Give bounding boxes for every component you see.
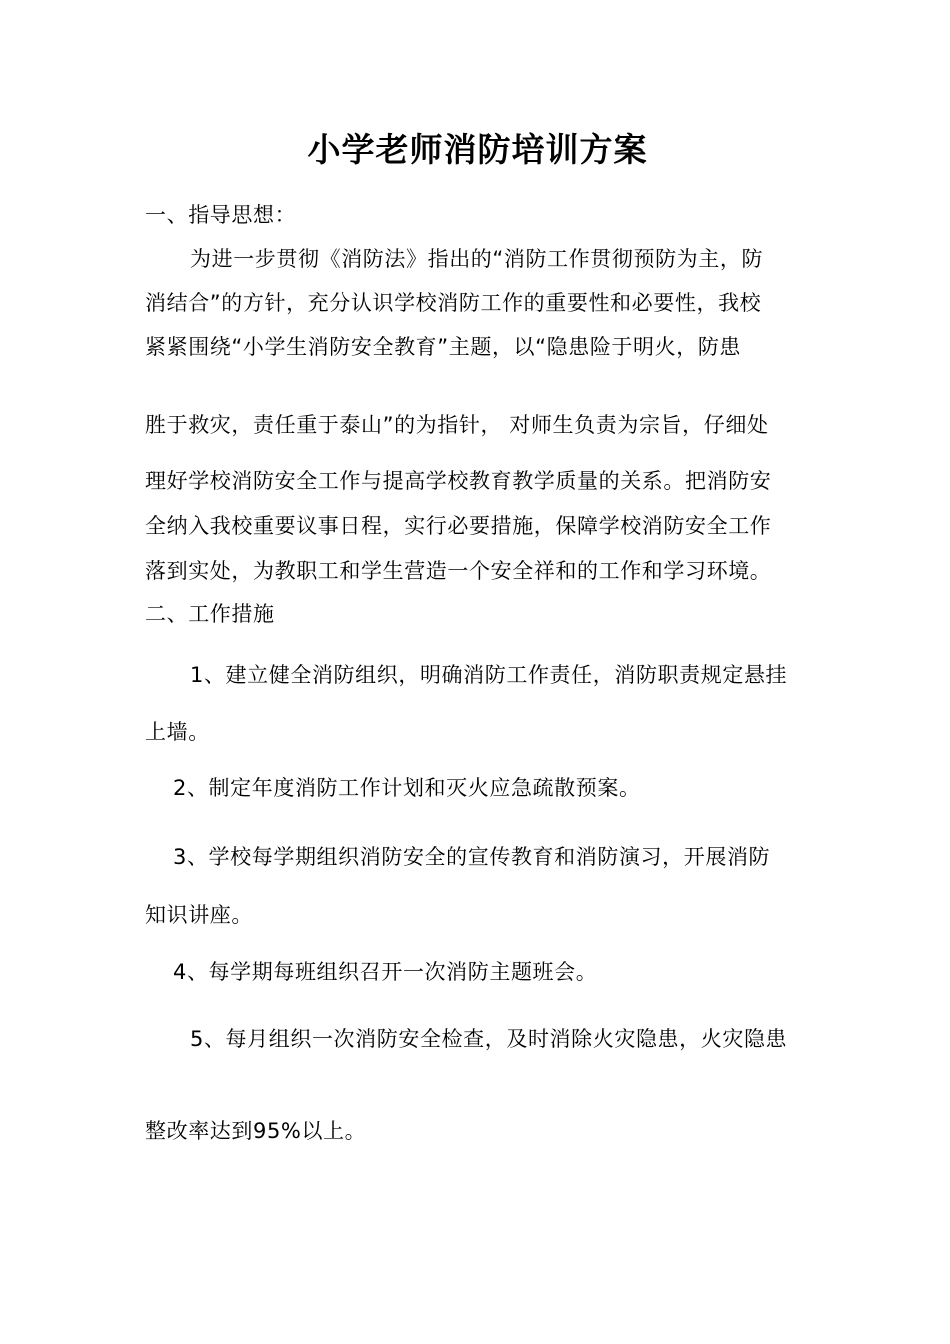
paragraph-line-1: 为进一步贯彻《消防法》指出的“消防工作贯彻预防为主，防 [190, 247, 764, 271]
document-title: 小学老师消防培训方案 [307, 130, 648, 169]
paragraph-line-6: 全纳入我校重要议事日程，实行必要措施，保障学校消防安全工作 [145, 514, 772, 538]
measure-item-3-line-2: 知识讲座。 [145, 903, 253, 927]
measure-item-4: 4、每学期每班组织召开一次消防主题班会。 [173, 960, 598, 984]
paragraph-line-4: 胜于救灾，责任重于泰山”的为指针， 对师生负责为宗旨，仔细处 [145, 413, 769, 437]
paragraph-line-2: 消结合”的方针，充分认识学校消防工作的重要性和必要性，我校 [145, 291, 762, 315]
measure-item-1-line-2: 上墙。 [145, 720, 210, 744]
section-heading-work-measures: 二、工作措施 [145, 602, 275, 626]
section-heading-guiding-ideology: 一、指导思想： [145, 203, 297, 227]
measure-item-1-line-1: 1、建立健全消防组织，明确消防工作责任，消防职责规定悬挂 [190, 663, 788, 687]
paragraph-line-3: 紧紧围绕“小学生消防安全教育”主题，以“隐患险于明火，防患 [145, 335, 742, 359]
measure-item-2: 2、制定年度消防工作计划和灭火应急疏散预案。 [173, 776, 641, 800]
paragraph-line-5: 理好学校消防安全工作与提高学校教育教学质量的关系。把消防安 [145, 469, 772, 493]
measure-item-5-line-2: 整改率达到95%以上。 [145, 1119, 367, 1143]
measure-item-5-line-1: 5、每月组织一次消防安全检查，及时消除火灾隐患，火灾隐患 [190, 1027, 788, 1051]
paragraph-line-7: 落到实处，为教职工和学生营造一个安全祥和的工作和学习环境。 [145, 559, 772, 583]
measure-item-3-line-1: 3、学校每学期组织消防安全的宣传教育和消防演习，开展消防 [173, 845, 771, 869]
